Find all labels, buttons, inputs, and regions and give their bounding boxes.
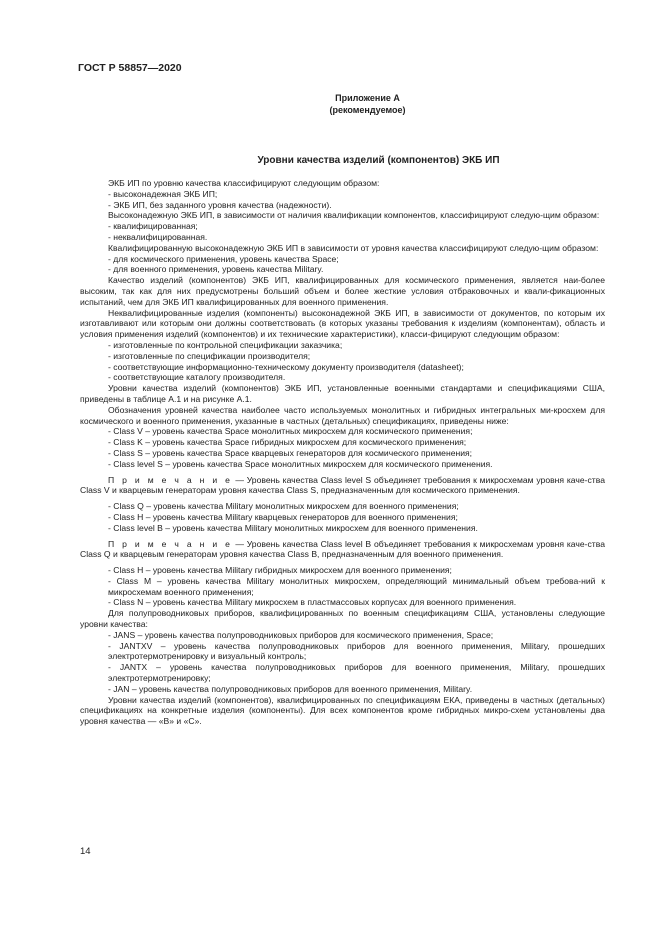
- list-item: - квалифицированная;: [108, 221, 198, 232]
- list-item: - Class H – уровень качества Military кварцевых генераторов для военного применения;: [108, 511, 458, 522]
- document-number: ГОСТ Р 58857—2020: [78, 62, 182, 74]
- body-text: [80, 178, 605, 727]
- page-number: 14: [80, 846, 91, 857]
- list-item: - неквалифицированная.: [108, 231, 208, 242]
- list-item: - Class M – уровень качества Military монолитных микросхем, определяющий минимальный объем требова-ний к микросхемам военного применения;: [108, 575, 605, 597]
- paragraph: Неквалифицированные изделия (компоненты) высоконадежной ЭКБ ИП, в зависимости от документов, по которым их изготавливают или которым они должны соответствовать (в которых указаны требования к изделиям (компонентам), область и условия применения изделий (компонентов) и их технические характеристики), класси-фицируют следующим образом:: [80, 307, 605, 340]
- list-item: - JANTXV – уровень качества полупроводниковых приборов для военного применения, Military, прошедших электротермотренировку и визуальный контроль;: [108, 640, 605, 662]
- list-item: - Class S – уровень качества Space кварцевых генераторов для космического применения;: [108, 447, 473, 458]
- list-item: - Class level S – уровень качества Space монолитных микросхем для космического применения.: [108, 458, 493, 469]
- appendix-label: Приложение А: [335, 93, 400, 103]
- paragraph: Высоконадежную ЭКБ ИП, в зависимости от наличия квалификации компонентов, классифицируют следую-щим образом:: [108, 210, 600, 221]
- note-label: П р и м е ч а н и е: [108, 538, 233, 549]
- list-item: - Class N – уровень качества Military микросхем в пластмассовых корпусах для военного применения.: [108, 597, 517, 608]
- paragraph: Обозначения уровней качества наиболее часто используемых монолитных и гибридных интегральных ми-кросхем для космического и военного применения, указанные в частных (детальных) спецификациях, приведены ниже:: [80, 404, 605, 426]
- list-item: - высоконадежная ЭКБ ИП;: [108, 188, 218, 199]
- paragraph: Уровни качества изделий (компонентов) ЭКБ ИП, установленные военными стандартами и спецификациями США, приведены в таблице А.1 и на рисунке А.1.: [80, 383, 605, 404]
- list-item: - изготовленные по спецификации производителя;: [108, 350, 311, 361]
- note-text: — Уровень качества Class level B объединяет требования к микросхемам уровня каче-ства Class Q и кварцевым генераторам уровня качества Class B, предназначенным для военного применения.: [80, 538, 605, 560]
- appendix-note: (рекомендуемое): [329, 105, 406, 115]
- appendix-heading: [0, 92, 661, 116]
- note: [80, 475, 605, 497]
- list-item: - ЭКБ ИП, без заданного уровня качества (надежности).: [108, 199, 332, 210]
- list-item: - JANS – уровень качества полупроводниковых приборов для космического применения, Space;: [108, 629, 494, 640]
- list-item: - Class Q – уровень качества Military монолитных микросхем для военного применения;: [108, 501, 459, 512]
- paragraph: Для полупроводниковых приборов, квалифицированных по военным спецификациям США, установлены следующие уровни качества:: [80, 608, 605, 630]
- note: [80, 539, 605, 561]
- list-item: - JANTX – уровень качества полупроводниковых приборов для военного применения, Military, прошедших электротермотренировку;: [108, 662, 605, 684]
- list-item: - для космического применения, уровень качества Space;: [108, 253, 339, 264]
- section-title: Уровни качества изделий (компонентов) ЭКБ ИП: [257, 155, 500, 166]
- note-label: П р и м е ч а н и е: [108, 474, 233, 485]
- list-item: - Class H – уровень качества Military гибридных микросхем для военного применения;: [108, 565, 452, 576]
- list-item: - для военного применения, уровень качества Military.: [108, 264, 324, 275]
- list-item: - Class V – уровень качества Space монолитных микросхем для космического применения;: [108, 426, 473, 437]
- note-text: — Уровень качества Class level S объединяет требования к микросхемам уровня каче-ства Class V и кварцевым генераторам уровня качества Class S, предназначенным для космического применения.: [80, 474, 605, 496]
- list-item: - соответствующие каталогу производителя.: [108, 372, 286, 383]
- list-item: - изготовленные по контрольной спецификации заказчика;: [108, 339, 343, 350]
- list-item: - JAN – уровень качества полупроводниковых приборов для военного применения, Military.: [108, 683, 473, 694]
- paragraph: Квалифицированную высоконадежную ЭКБ ИП в зависимости от уровня качества классифицируют следую-щим образом:: [108, 242, 599, 253]
- paragraph: Уровни качества изделий (компонентов), квалифицированных по спецификациям ЕКА, приведены в частных (детальных) спецификациях на конкретные изделия (компоненты). Для всех компонентов кроме гибридных микро-схем установлены два уровня качества — «В» и «С».: [80, 694, 605, 727]
- list-item: - соответствующие информационно-техническому документу производителя (datasheet);: [108, 361, 464, 372]
- paragraph: Качество изделий (компонентов) ЭКБ ИП, квалифицированных для космического применения, является наи-более высоким, так как для них предусмотрены больший объем и более жесткие условия отбраковочных и квали-фикационных испытаний, чем для ЭКБ ИП квалифицированных для военного применения.: [80, 275, 605, 307]
- paragraph: ЭКБ ИП по уровню качества классифицируют следующим образом:: [108, 178, 380, 188]
- list-item: - Class K – уровень качества Space гибридных микросхем для космического применения;: [108, 437, 467, 448]
- list-item: - Class level B – уровень качества Military монолитных микросхем для военного применения.: [108, 522, 478, 533]
